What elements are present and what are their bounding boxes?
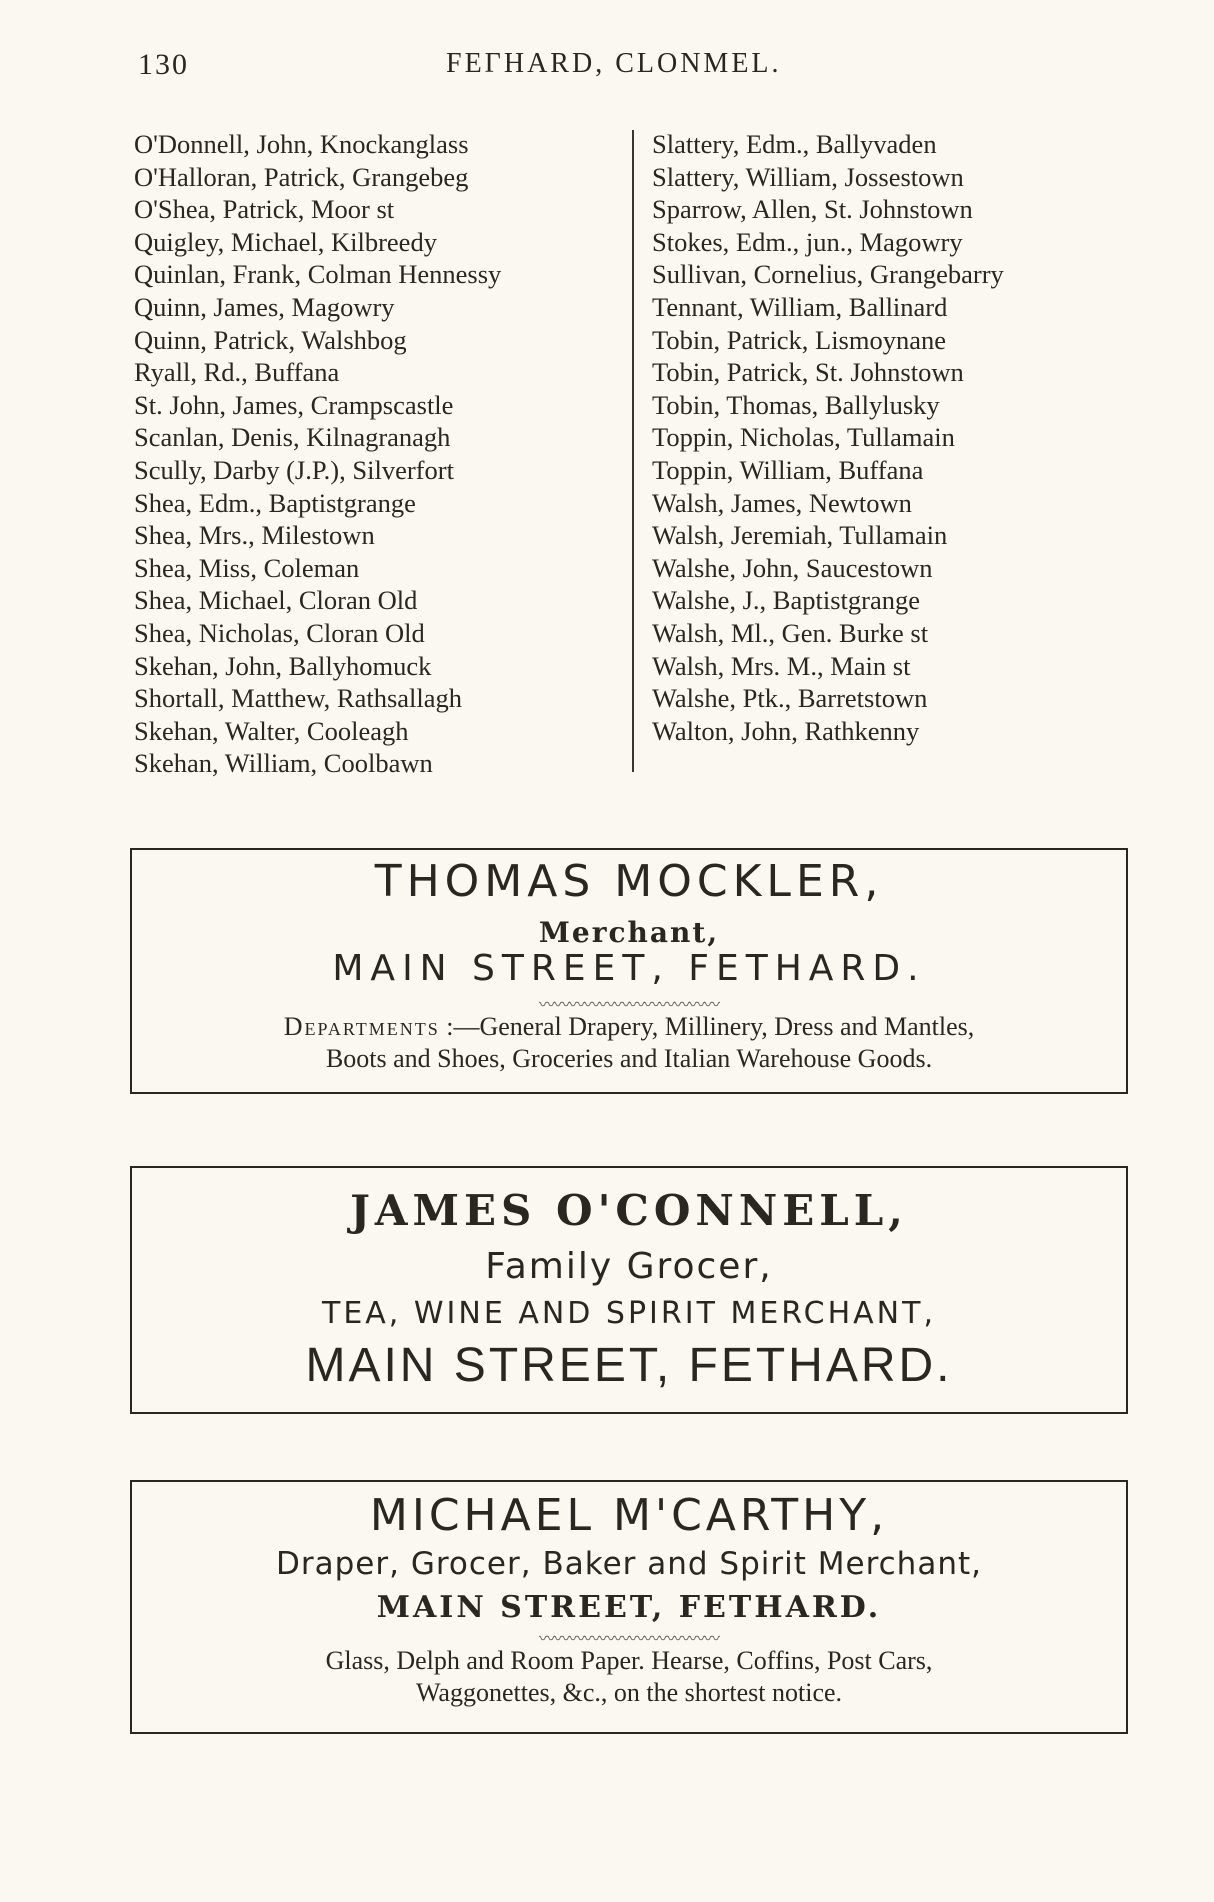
list-item: Walsh, Jeremiah, Tullamain: [652, 520, 948, 551]
list-item: Tobin, Patrick, St. Johnstown: [652, 357, 964, 388]
list-item: Shea, Nicholas, Cloran Old: [134, 617, 425, 648]
running-head: [130, 48, 1130, 88]
advertiser-trade: Merchant,: [538, 916, 720, 949]
advertiser-trade: Family Grocer,: [485, 1246, 773, 1287]
list-item: Shortall, Matthew, Rathsallagh: [134, 683, 463, 714]
list-item: Quigley, Michael, Kilbreedy: [134, 226, 437, 257]
advertisement-oconnell: [130, 1166, 1128, 1414]
list-item: Walsh, James, Newtown: [652, 487, 912, 518]
list-item: Scanlan, Denis, Kilnagranagh: [134, 422, 451, 453]
list-item: Walshe, John, Saucestown: [652, 552, 933, 583]
column-divider: [632, 130, 634, 772]
advertiser-departments-continued: Boots and Shoes, Groceries and Italian Warehouse Goods.: [325, 1044, 933, 1073]
divider: [130, 1412, 1128, 1414]
divider: [130, 1092, 1128, 1094]
list-item: Walton, John, Rathkenny: [652, 715, 920, 746]
directory-left-column: [134, 128, 624, 780]
list-item: Quinn, James, Magowry: [134, 291, 395, 322]
list-item: Toppin, Nicholas, Tullamain: [652, 422, 955, 453]
advertiser-name: MICHAEL M'CARTHY,: [369, 1490, 889, 1541]
directory-columns: [0, 128, 1214, 778]
advertisement-mccarthy: [130, 1480, 1128, 1734]
list-item: Quinlan, Frank, Colman Hennessy: [134, 259, 502, 290]
advertiser-address: MAIN STREET, FETHARD.: [376, 1590, 882, 1625]
list-item: O'Donnell, John, Knockanglass: [134, 129, 469, 159]
divider: [130, 1732, 1128, 1734]
list-item: Shea, Edm., Baptistgrange: [134, 487, 416, 518]
departments-label: Departments: [283, 1012, 440, 1041]
list-item: Walshe, J., Baptistgrange: [652, 585, 920, 616]
list-item: St. John, James, Crampscastle: [134, 389, 454, 420]
list-item: Scully, Darby (J.P.), Silverfort: [134, 454, 454, 485]
advertiser-address: MAIN STREET, FETHARD.: [332, 948, 926, 989]
page-title: FEΓHARD, CLONMEL.: [446, 48, 782, 79]
list-item: Skehan, William, Coolbawn: [134, 748, 433, 779]
advertisement-mockler: [130, 848, 1128, 1094]
list-item: Walshe, Ptk., Barretstown: [652, 683, 928, 714]
wavy-ornament: 〰〰〰〰〰〰〰〰〰〰〰〰: [538, 1631, 719, 1648]
advertiser-trade: Draper, Grocer, Baker and Spirit Merchant,: [276, 1546, 982, 1582]
list-item: Sparrow, Allen, St. Johnstown: [652, 194, 973, 225]
advertiser-note: Glass, Delph and Room Paper. Hearse, Coffins, Post Cars,: [325, 1646, 933, 1675]
list-item: O'Halloran, Patrick, Grangebeg: [134, 161, 469, 192]
advertiser-name: THOMAS MOCKLER,: [374, 856, 884, 907]
advertiser-departments: [130, 1012, 1128, 1042]
divider: [130, 1480, 1128, 1482]
list-item: Sullivan, Cornelius, Grangebarry: [652, 259, 1004, 290]
list-item: Slattery, William, Jossestown: [652, 161, 964, 192]
list-item: Stokes, Edm., jun., Magowry: [652, 226, 963, 257]
departments-text: :—General Drapery, Millinery, Dress and Mantles,: [446, 1012, 975, 1041]
divider: [130, 848, 1128, 850]
advertiser-line: TEA, WINE AND SPIRIT MERCHANT,: [322, 1296, 936, 1331]
list-item: Tennant, William, Ballinard: [652, 291, 948, 322]
divider: [130, 1166, 1128, 1168]
list-item: Tobin, Patrick, Lismoynane: [652, 324, 947, 355]
list-item: Skehan, Walter, Cooleagh: [134, 715, 409, 746]
list-item: Skehan, John, Ballyhomuck: [134, 650, 432, 681]
list-item: Tobin, Thomas, Ballylusky: [652, 389, 940, 420]
list-item: Slattery, Edm., Ballyvaden: [652, 129, 937, 159]
directory-right-column: [652, 128, 1132, 747]
advertiser-name: JAMES O'CONNELL,: [350, 1186, 908, 1235]
wavy-ornament: 〰〰〰〰〰〰〰〰〰〰〰〰: [538, 997, 719, 1014]
advertiser-note-continued: Waggonettes, &c., on the shortest notice.: [415, 1678, 843, 1707]
list-item: Toppin, William, Buffana: [652, 454, 924, 485]
list-item: Walsh, Mrs. M., Main st: [652, 650, 911, 681]
list-item: Shea, Michael, Cloran Old: [134, 585, 418, 616]
advertiser-address: MAIN STREET, FETHARD.: [305, 1339, 953, 1392]
page-number: 130: [138, 48, 189, 81]
list-item: O'Shea, Patrick, Moor st: [134, 194, 395, 225]
list-item: Shea, Mrs., Milestown: [134, 520, 375, 551]
list-item: Ryall, Rd., Buffana: [134, 357, 340, 388]
list-item: Shea, Miss, Coleman: [134, 552, 360, 583]
list-item: Quinn, Patrick, Walshbog: [134, 324, 407, 355]
list-item: Walsh, Ml., Gen. Burke st: [652, 617, 929, 648]
